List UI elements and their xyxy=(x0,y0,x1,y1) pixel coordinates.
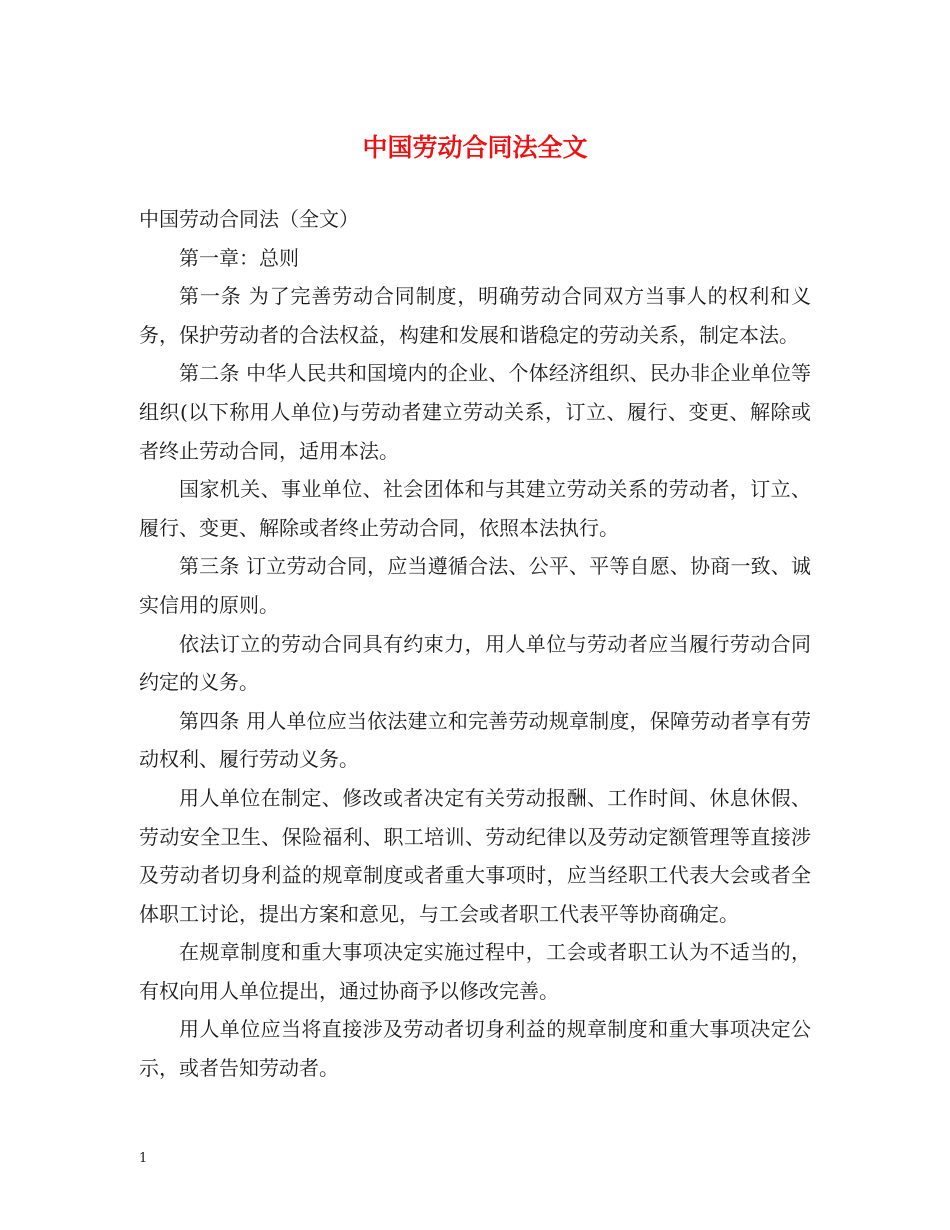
document-title: 中国劳动合同法全文 xyxy=(362,133,588,162)
article-paragraph: 用人单位应当将直接涉及劳动者切身利益的规章制度和重大事项决定公示，或者告知劳动者。 xyxy=(139,1017,811,1081)
article-paragraph: 第三条 订立劳动合同，应当遵循合法、公平、平等自愿、协商一致、诚实信用的原则。 xyxy=(139,554,811,617)
law-name-line: 中国劳动合同法（全文） xyxy=(139,207,359,231)
article-paragraph: 第四条 用人单位应当依法建立和完善劳动规章制度，保障劳动者享有劳动权利、履行劳动义务。 xyxy=(139,708,811,772)
document-body xyxy=(139,200,811,1088)
chapter-heading: 第一章：总则 xyxy=(179,245,299,270)
article-paragraph: 第一条 为了完善劳动合同制度，明确劳动合同双方当事人的权利和义务，保护劳动者的合法权益，构建和发展和谐稳定的劳动关系，制定本法。 xyxy=(139,284,811,347)
article-paragraph: 依法订立的劳动合同具有约束力，用人单位与劳动者应当履行劳动合同约定的义务。 xyxy=(139,631,811,695)
page-number: 1 xyxy=(139,1151,148,1166)
article-paragraph: 国家机关、事业单位、社会团体和与其建立劳动关系的劳动者，订立、履行、变更、解除或者终止劳动合同，依照本法执行。 xyxy=(139,477,811,540)
article-paragraph: 用人单位在制定、修改或者决定有关劳动报酬、工作时间、休息休假、劳动安全卫生、保险福利、职工培训、劳动纪律以及劳动定额管理等直接涉及劳动者切身利益的规章制度或者重大事项时，应当经职工代表大会或者全体职工讨论，提出方案和意见，与工会或者职工代表平等协商确定。 xyxy=(139,785,811,926)
article-paragraph: 第二条 中华人民共和国境内的企业、个体经济组织、民办非企业单位等组织(以下称用人单位)与劳动者建立劳动关系，订立、履行、变更、解除或者终止劳动合同，适用本法。 xyxy=(139,361,811,463)
article-paragraph: 在规章制度和重大事项决定实施过程中，工会或者职工认为不适当的，有权向用人单位提出，通过协商予以修改完善。 xyxy=(139,940,811,1003)
